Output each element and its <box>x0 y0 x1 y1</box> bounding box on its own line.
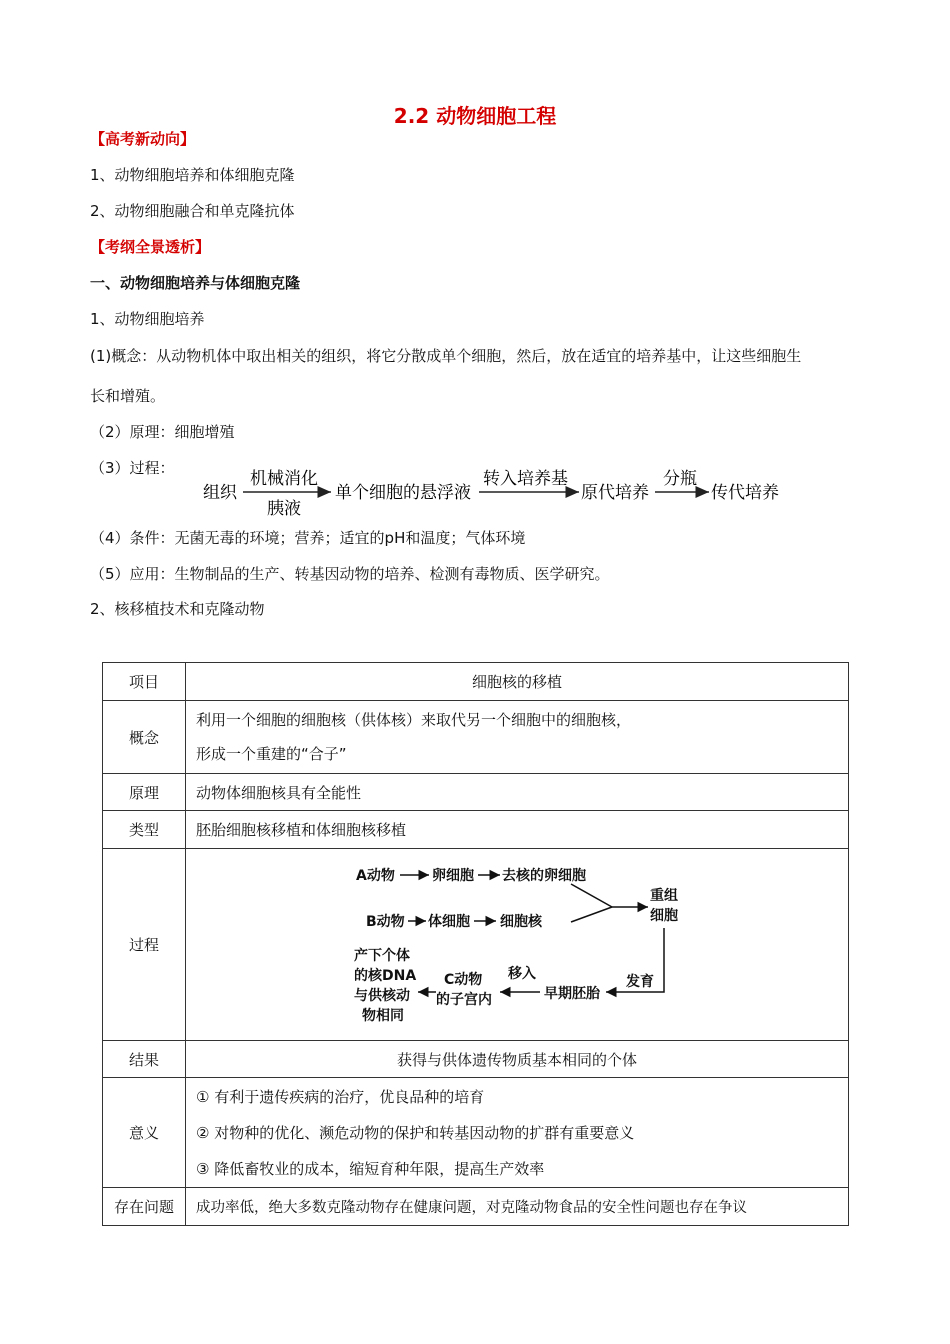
diagram-c-animal-1: C动物 <box>444 971 483 988</box>
table-row <box>103 1041 849 1078</box>
table-row <box>103 663 849 701</box>
diagram-enucleated-egg: 去核的卵细胞 <box>502 867 586 884</box>
table-header-topic: 细胞核的移植 <box>186 663 849 701</box>
diagram-offspring-1: 产下个体 <box>354 947 410 964</box>
process-label: （3）过程： <box>90 459 175 477</box>
diagram-merge-line <box>571 884 612 907</box>
concept-cell <box>186 701 849 774</box>
flow-arrow1-top-label: 机械消化 <box>250 469 318 489</box>
diagram-a-animal: A动物 <box>356 867 395 884</box>
flow-arrow1-bottom-label: 胰液 <box>267 499 301 519</box>
concept-line-2: 长和增殖。 <box>90 387 166 405</box>
sub1-heading: 1、动物细胞培养 <box>90 310 205 328</box>
meaning-item: ② 对物种的优化、濒危动物的保护和转基因动物的扩群有重要意义 <box>196 1123 635 1142</box>
diagram-nucleus: 细胞核 <box>500 913 542 930</box>
culture-process-flow <box>195 462 795 522</box>
part1-heading: 一、动物细胞培养与体细胞克隆 <box>90 274 301 292</box>
process-diagram-cell <box>186 849 849 1041</box>
section-heading-syllabus: 【考纲全景透析】 <box>90 238 211 256</box>
concept-label: 概念 <box>103 701 186 774</box>
diagram-offspring-3: 与供核动 <box>354 987 410 1004</box>
sub2-heading: 2、核移植技术和克隆动物 <box>90 600 265 618</box>
diagram-b-animal: B动物 <box>366 913 405 930</box>
result-value: 获得与供体遗传物质基本相同的个体 <box>186 1041 849 1078</box>
type-value: 胚胎细胞核移植和体细胞核移植 <box>186 811 849 849</box>
meaning-label: 意义 <box>103 1078 186 1188</box>
principle-value: 动物体细胞核具有全能性 <box>186 774 849 811</box>
page-title: 2.2 动物细胞工程 <box>393 104 557 128</box>
diagram-develop-label: 发育 <box>626 973 654 990</box>
nuclear-transfer-diagram <box>186 850 848 1040</box>
issue-value: 成功率低，绝大多数克隆动物存在健康问题，对克隆动物食品的安全性问题也存在争议 <box>186 1188 849 1226</box>
nuclear-transfer-table <box>102 662 849 1226</box>
table-row <box>103 1188 849 1226</box>
table-header-item: 项目 <box>103 663 186 701</box>
exam-trend-item-1: 1、动物细胞培养和体细胞克隆 <box>90 166 295 184</box>
applications-line: （5）应用：生物制品的生产、转基因动物的培养、检测有毒物质、医学研究。 <box>90 565 610 583</box>
table-row <box>103 811 849 849</box>
flow-step-suspension: 单个细胞的悬浮液 <box>335 483 471 503</box>
table-row <box>103 701 849 774</box>
diagram-somatic-cell: 体细胞 <box>428 913 470 930</box>
principle-label: 原理 <box>103 774 186 811</box>
table-row <box>103 1078 849 1188</box>
diagram-merge-line <box>571 907 612 922</box>
type-label: 类型 <box>103 811 186 849</box>
table-row <box>103 849 849 1041</box>
diagram-offspring-2: 的核DNA <box>354 967 417 984</box>
diagram-transfer-label: 移入 <box>508 965 536 982</box>
flow-arrow3-top-label: 分瓶 <box>663 469 697 489</box>
result-label: 结果 <box>103 1041 186 1078</box>
principle-line: （2）原理：细胞增殖 <box>90 423 235 441</box>
meaning-item: ③ 降低畜牧业的成本，缩短育种年限，提高生产效率 <box>196 1159 545 1178</box>
concept-line: 形成一个重建的“合子” <box>196 745 347 763</box>
table-row <box>103 774 849 811</box>
exam-trend-item-2: 2、动物细胞融合和单克隆抗体 <box>90 202 295 220</box>
conditions-line: （4）条件：无菌无毒的环境；营养；适宜的pH和温度；气体环境 <box>90 529 526 547</box>
issue-label: 存在问题 <box>103 1188 186 1226</box>
flow-step-tissue: 组织 <box>203 483 237 503</box>
process-row-label: 过程 <box>103 849 186 1041</box>
section-heading-exam-trends: 【高考新动向】 <box>90 130 196 148</box>
diagram-c-animal-2: 的子宫内 <box>436 991 492 1008</box>
meaning-item: ① 有利于遗传疾病的治疗，优良品种的培育 <box>196 1087 485 1106</box>
diagram-egg: 卵细胞 <box>432 867 474 884</box>
flow-step-primary-culture: 原代培养 <box>581 483 649 503</box>
flow-arrow2-top-label: 转入培养基 <box>483 469 568 489</box>
concept-line-1: (1)概念：从动物机体中取出相关的组织，将它分散成单个细胞，然后，放在适宜的培养基中，让这些细胞生 <box>90 347 802 365</box>
diagram-early-embryo: 早期胚胎 <box>544 985 600 1002</box>
meaning-cell <box>186 1078 849 1188</box>
diagram-offspring-4: 物相同 <box>362 1007 404 1024</box>
concept-line: 利用一个细胞的细胞核（供体核）来取代另一个细胞中的细胞核， <box>196 711 632 729</box>
diagram-recon-2: 细胞 <box>650 907 678 924</box>
flow-step-passage-culture: 传代培养 <box>711 483 779 503</box>
diagram-recon-1: 重组 <box>650 887 678 904</box>
